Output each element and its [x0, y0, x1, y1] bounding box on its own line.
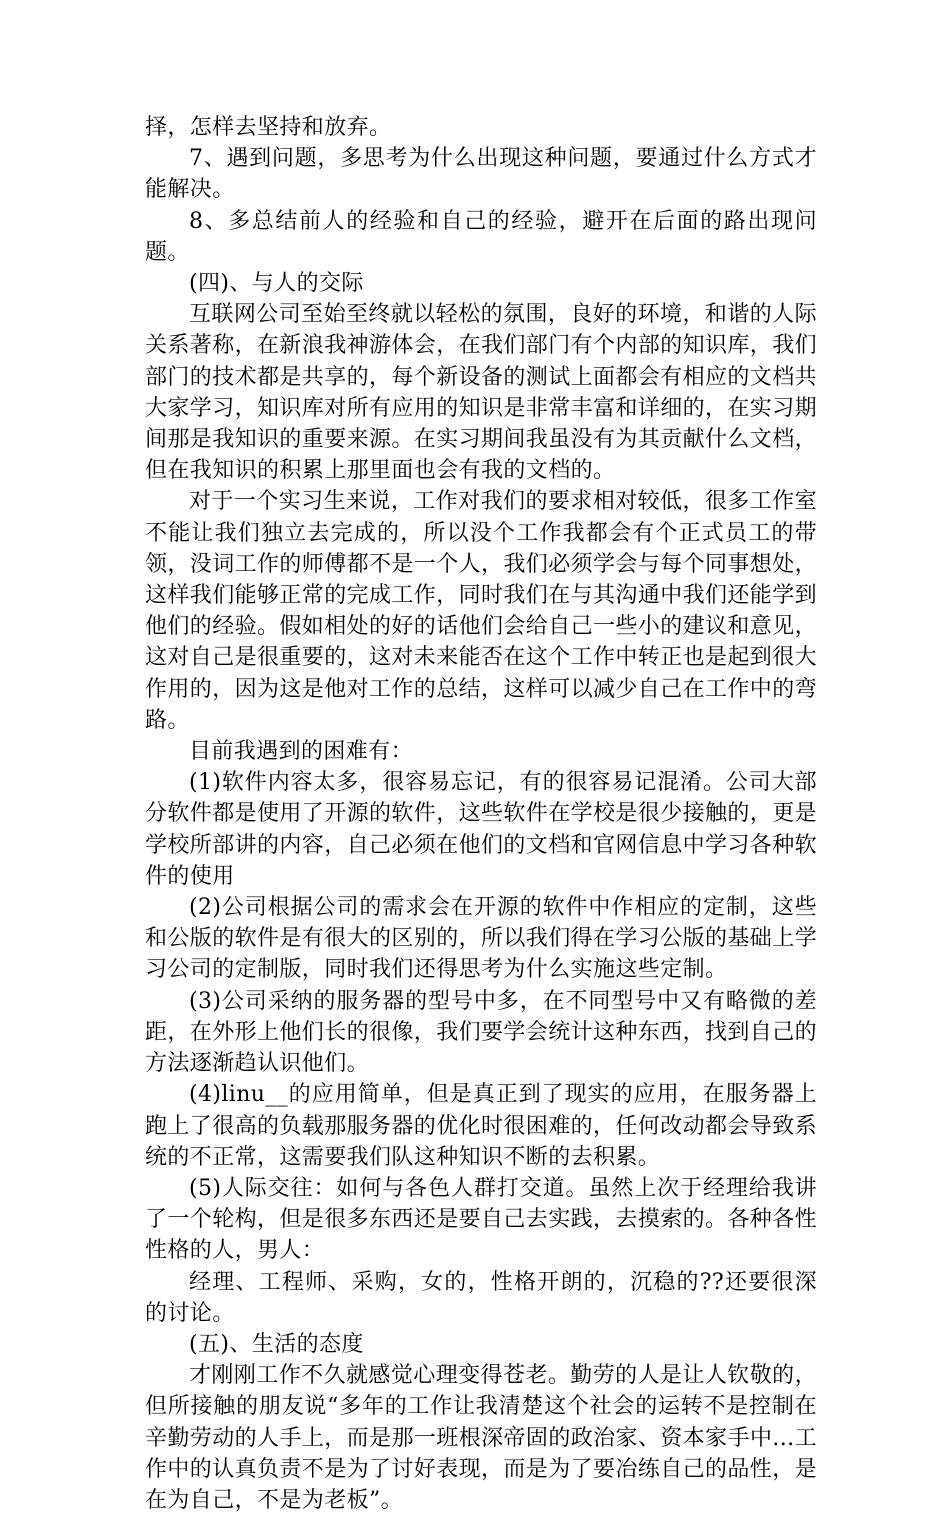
list-item-4: (4)linu__的应用简单，但是真正到了现实的应用，在服务器上跑上了很高的负载那服务器的优化时很困难的，任何改动都会导致系统的不正常，这需要我们队这种知识不断的去积累。	[145, 1082, 818, 1170]
paragraph-15: 才刚刚工作不久就感觉心理变得苍老。勤劳的人是让人钦敬的，但所接触的朋友说“多年的工作让我清楚这个社会的运转不是控制在辛勤劳动的人手上，而是那一班根深帝固的政治家、资本家手中...工作中的认真负责不是为了讨好表现，而是为了要冶练自己的品性，是在为自己，不是为老板”。	[145, 1363, 818, 1513]
document-body	[145, 112, 817, 1516]
paragraph-5: 互联网公司至始至终就以轻松的氛围，良好的环境，和谐的人际关系著称，在新浪我神游体会，在我们部门有个内部的知识库，我们部门的技术都是共享的，每个新设备的测试上面都会有相应的文档共大家学习，知识库对所有应用的知识是非常丰富和详细的，在实习期间那是我知识的重要来源。在实习期间我虽没有为其贡献什么文档，但在我知识的积累上那里面也会有我的文档的。	[145, 302, 818, 484]
list-item-3: (3)公司采纳的服务器的型号中多，在不同型号中又有略微的差距，在外形上他们长的很像，我们要学会统计这种东西，找到自己的方法逐渐趋认识他们。	[145, 988, 818, 1077]
paragraph-13: 经理、工程师、采购，女的，性格开朗的，沉稳的??还要很深的讨论。	[145, 1269, 817, 1326]
paragraph-6: 对于一个实习生来说，工作对我们的要求相对较低，很多工作室不能让我们独立去完成的，所以没个工作我都会有个正式员工的带领，没词工作的师傅都不是一个人，我们必须学会与每个同事想处，这样我们能够正常的完成工作，同时我们在与其沟通中我们还能学到他们的经验。假如相处的好的话他们会给自己一些小的建议和意见，这对自己是很重要的，这对未来能否在这个工作中转正也是起到很大作用的，因为这是他对工作的总结，这样可以减少自己在工作中的弯路。	[145, 489, 818, 733]
list-item-5: (5)人际交往：如何与各色人群打交道。虽然上次于经理给我讲了一个轮构，但是很多东西还是要自己去实践，去摸索的。各种各性性格的人，男人：	[145, 1175, 818, 1264]
section-heading-4: (四)、与人的交际	[189, 271, 364, 297]
paragraph-2: 7、遇到问题，多思考为什么出现这种问题，要通过什么方式才能解决。	[145, 146, 817, 203]
paragraph-3: 8、多总结前人的经验和自己的经验，避开在后面的路出现问题。	[145, 208, 817, 265]
section-heading-5: (五)、生活的态度	[189, 1331, 364, 1357]
paragraph-1: 择，怎样去坚持和放弃。	[145, 115, 392, 140]
paragraph-7: 目前我遇到的困难有：	[189, 739, 414, 765]
list-item-1: (1)软件内容太多，很容易忘记，有的很容易记混淆。公司大部分软件都是使用了开源的软件，这些软件在学校是很少接触的，更是学校所部讲的内容，自己必须在他们的文档和官网信息中学习各种软件的使用	[145, 770, 818, 889]
list-item-2: (2)公司根据公司的需求会在开源的软件中作相应的定制，这些和公版的软件是有很大的区别的，所以我们得在学习公版的基础上学习公司的定制版，同时我们还得思考为什么实施这些定制。	[145, 895, 818, 983]
